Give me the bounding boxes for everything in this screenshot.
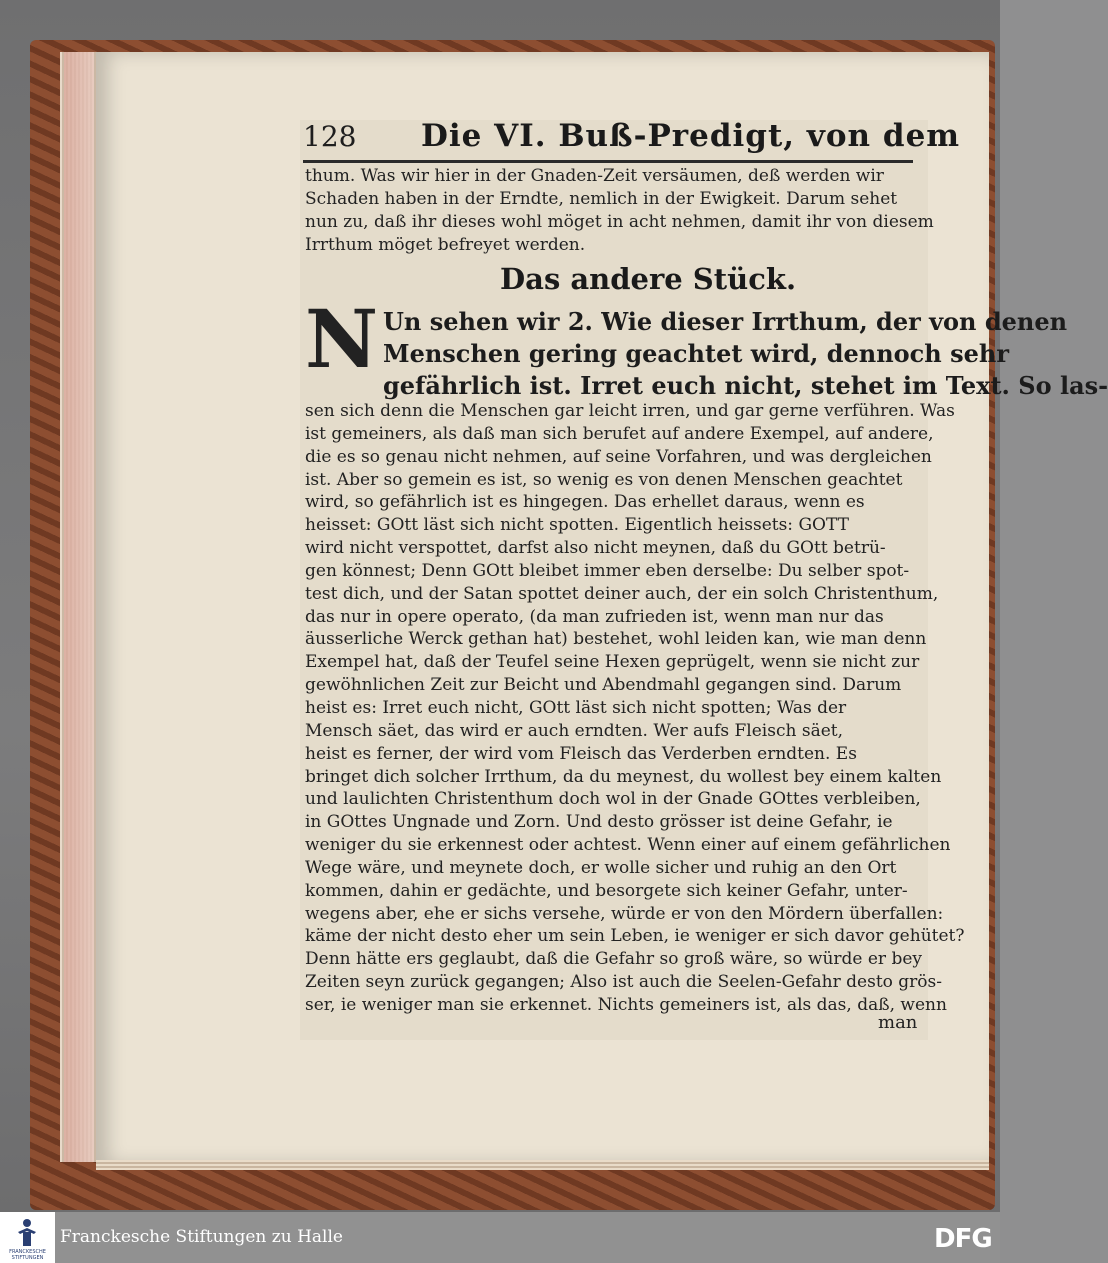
- body-paragraph: [305, 400, 965, 1017]
- dfg-logo[interactable]: DFG: [934, 1224, 992, 1254]
- page-edges-bottom: [96, 1160, 989, 1170]
- text-line: ser, ie weniger man sie erkennet. Nichts gemeiners ist, als das, daß, wenn: [305, 994, 947, 1015]
- text-line: gewöhnlichen Zeit zur Beicht und Abendmahl gegangen sind. Darum: [305, 675, 902, 696]
- head-rule: [303, 160, 913, 163]
- text-line: heisset: GOtt läst sich nicht spotten. Eigentlich heissets: GOTT: [305, 515, 849, 536]
- logo-text: FRANCKESCHE STIFTUNGEN: [9, 1249, 46, 1261]
- text-line: thum. Was wir hier in der Gnaden-Zeit versäumen, deß werden wir: [305, 166, 884, 186]
- drop-cap-initial: N: [305, 292, 379, 386]
- text-line: weniger du sie erkennest oder achtest. Wenn einer auf einem gefährlichen: [305, 835, 951, 856]
- lead-line: Un sehen wir 2. Wie dieser Irrthum, der von denen: [383, 307, 1068, 336]
- page-edges-red-tint: [64, 52, 94, 1162]
- institution-logo[interactable]: [0, 1212, 55, 1263]
- text-line: nun zu, daß ihr dieses wohl möget in acht nehmen, damit ihr von diesem: [305, 211, 934, 232]
- catchword: man: [878, 1012, 918, 1033]
- text-line: sen sich denn die Menschen gar leicht irren, und gar gerne verführen. Was: [305, 401, 955, 421]
- text-line: ist gemeiners, als daß man sich berufet auf andere Exempel, auf andere,: [305, 423, 934, 444]
- text-line: bringet dich solcher Irrthum, da du meynest, du wollest bey einem kalten: [305, 766, 942, 787]
- text-line: Schaden haben in der Erndte, nemlich in der Ewigkeit. Darum sehet: [305, 188, 898, 209]
- text-line: Denn hätte ers geglaubt, daß die Gefahr so groß wäre, so würde er bey: [305, 949, 923, 970]
- text-line: ist. Aber so gemein es ist, so wenig es von denen Menschen geachtet: [305, 469, 903, 490]
- text-line: wird nicht verspottet, darfst also nicht meynen, daß du GOtt betrü-: [305, 538, 886, 559]
- page-number: 128: [303, 120, 357, 153]
- text-line: Exempel hat, daß der Teufel seine Hexen geprügelt, wenn sie nicht zur: [305, 652, 920, 673]
- text-line: wird, so gefährlich ist es hingegen. Das erhellet daraus, wenn es: [305, 492, 865, 513]
- lead-line: Menschen gering geachtet wird, dennoch sehr: [383, 339, 1009, 368]
- text-line: kommen, dahin er gedächte, und besorgete sich keiner Gefahr, unter-: [305, 880, 908, 901]
- running-head: [303, 118, 961, 162]
- logo-figure-icon: [14, 1218, 40, 1248]
- text-line: heist es ferner, der wird vom Fleisch das Verderben erndten. Es: [305, 743, 857, 764]
- text-line: gen könnest; Denn GOtt bleibet immer eben derselbe: Du selber spot-: [305, 560, 910, 581]
- text-line: Mensch säet, das wird er auch erndten. Wer aufs Fleisch säet,: [305, 720, 843, 741]
- text-line: Irrthum möget befreyet werden.: [305, 234, 586, 255]
- text-line: Zeiten seyn zurück gegangen; Also ist auch die Seelen-Gefahr desto grös-: [305, 972, 943, 993]
- text-line: in GOttes Ungnade und Zorn. Und desto grösser ist deine Gefahr, ie: [305, 812, 893, 833]
- running-head-title: Die VI. Buß-Predigt, von dem: [421, 118, 961, 154]
- text-line: die es so genau nicht nehmen, auf seine Vorfahren, und was dergleichen: [305, 446, 932, 467]
- lead-paragraph: [383, 306, 1108, 402]
- text-line: test dich, und der Satan spottet deiner auch, der ein solch Christenthum,: [305, 583, 939, 604]
- text-line: Wege wäre, und meynete doch, er wolle sicher und ruhig an den Ort: [305, 857, 897, 878]
- text-line: das nur in opere operato, (da man zufrieden ist, wenn man nur das: [305, 606, 884, 627]
- top-paragraph: [305, 165, 934, 257]
- text-line: käme der nicht desto eher um sein Leben, ie weniger er sich davor gehütet?: [305, 926, 965, 947]
- footer-title[interactable]: Franckesche Stiftungen zu Halle: [60, 1227, 343, 1247]
- section-title: Das andere Stück.: [500, 262, 797, 296]
- text-line: wegens aber, ehe er sichs versehe, würde er von den Mördern überfallen:: [305, 903, 944, 924]
- text-line: heist es: Irret euch nicht, GOtt läst sich nicht spotten; Was der: [305, 697, 847, 718]
- text-line: äusserliche Werck gethan hat) bestehet, wohl leiden kan, wie man denn: [305, 629, 927, 650]
- lead-line: gefährlich ist. Irret euch nicht, stehet im Text. So las-: [383, 371, 1108, 400]
- viewer-footer: [0, 1212, 1000, 1263]
- text-line: und laulichten Christenthum doch wol in der Gnade GOttes verbleiben,: [305, 789, 921, 810]
